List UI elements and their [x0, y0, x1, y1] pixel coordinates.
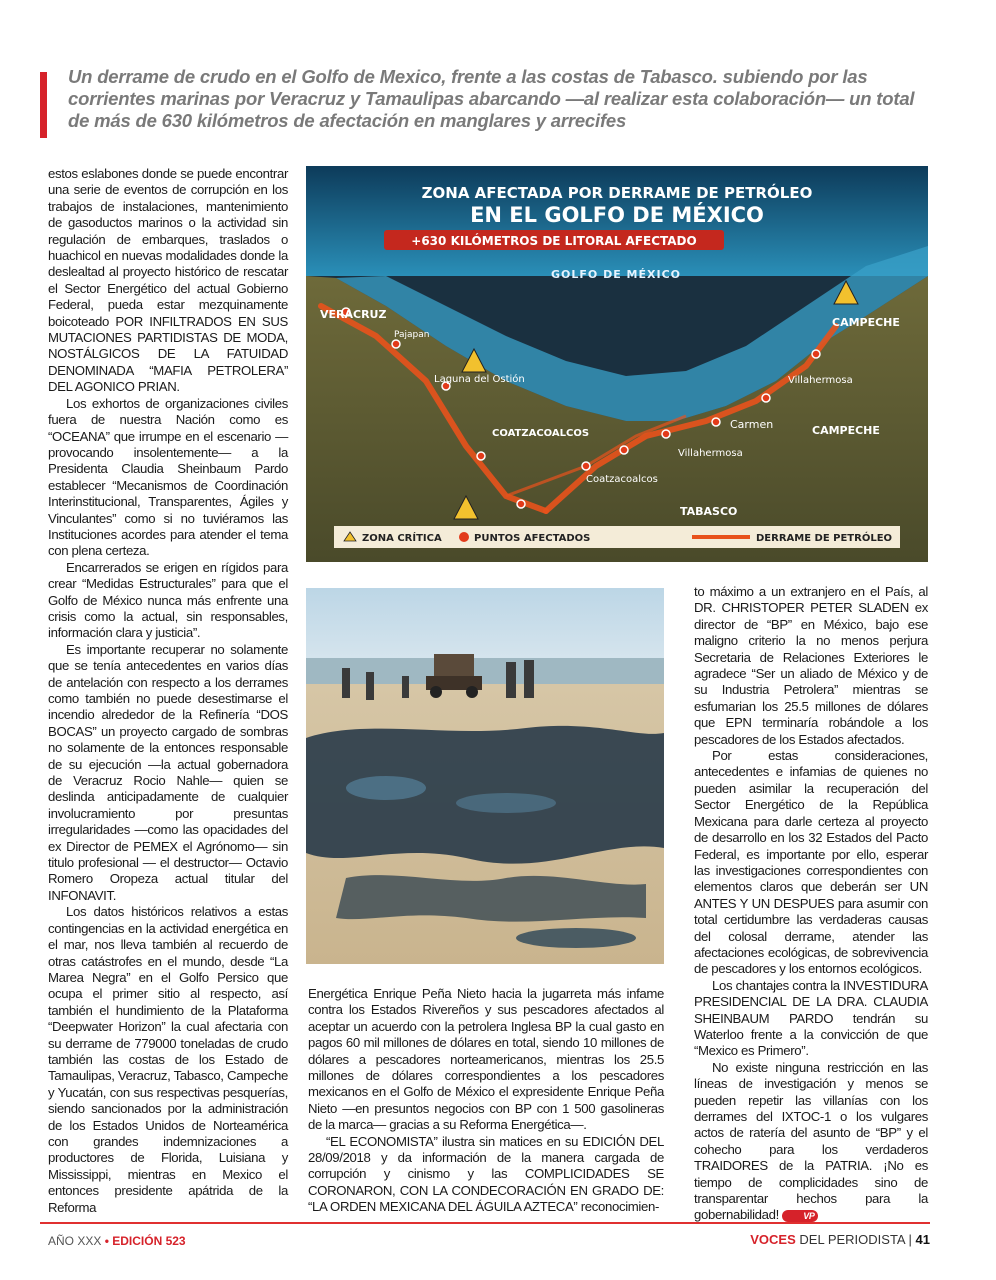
map-label-laguna: Laguna del Ostión — [434, 374, 525, 385]
map-label-coatzacoalcos-lower: Coatzacoalcos — [586, 474, 658, 485]
footer-edition-number: EDICIÓN 523 — [112, 1234, 186, 1248]
footer-bullet: • — [104, 1234, 109, 1248]
footer-rule — [40, 1222, 930, 1224]
paragraph — [694, 1060, 928, 1224]
paragraph: Por estas consideraciones, antecedentes e infamias de quienes no pueden asimilar la recuperación del Sector Energético de la República Mexicana para darle certeza al proyecto de desarrollo en los 32 Estados del Pacto Federal, es importante por ello, esperar las investigaciones correspondientes con elementos claros que deberán ser UN ANTES Y UN DESPUES para asumir con total certidumbre las verdaderas causas del colosal derrame, atender las afectaciones ecológicas, de sobrevivencia de pescadores y los entornos ecológicos. — [694, 748, 928, 977]
map-label-campeche-city: CAMPECHE — [832, 316, 900, 329]
map-label-campeche-state: CAMPECHE — [812, 424, 880, 437]
footer-separator: | — [908, 1232, 912, 1247]
article-column-3 — [694, 584, 928, 1224]
map-label-veracruz: VERACRUZ — [320, 308, 387, 321]
page-number: 41 — [915, 1232, 930, 1247]
paragraph: to máximo a un extranjero en el País, al DR. CHRISTOPER PETER SLADEN ex director de “BP” en México, bajo ese maligno criterio la no menos perjura Secretaria de Relaciones Exteriores le agradece “Ser un aliado de México y de su Industria Petrolera” mientras se esfumarian los 25.5 millones de dólares que EPN terminaría robándole a los pescadores de los Estados afectados. — [694, 584, 928, 747]
pull-quote-bar — [40, 72, 47, 138]
paragraph: “EL ECONOMISTA” ilustra sin matices en su EDICIÓN DEL 28/09/2018 y da información de la manera cargada de corrupción y cinismo y las COMPLICIDADES SE CORONARON, CON LA CONDECORACIÓN EN GRADO DE: “LA ORDEN MEXICANA DEL ÁGUILA AZTECA” reconocimien- — [308, 1133, 664, 1215]
pull-quote — [40, 66, 920, 132]
paragraph: Los chantajes contra la INVESTIDURA PRESIDENCIAL DE LA DRA. CLAUDIA SHEINBAUM PARDO tendrán su Waterloo frente a la convicción de que “Mexico es Primero”. — [694, 977, 928, 1059]
map-sea-label: GOLFO DE MÉXICO — [550, 268, 682, 281]
map-label-tabasco: TABASCO — [680, 505, 738, 518]
map-subtitle: +630 KILÓMETROS DE LITORAL AFECTADO — [411, 234, 697, 248]
footer-year: AÑO XXX — [48, 1234, 102, 1248]
page-footer — [0, 1214, 996, 1280]
map-label-carmen: Carmen — [730, 418, 774, 431]
footer-edition — [48, 1234, 186, 1248]
map-label-villahermosa-upper: Villahermosa — [788, 375, 853, 386]
footer-brand: VOCES — [750, 1232, 796, 1247]
paragraph: estos eslabones donde se puede encontrar una serie de eventos de corrupción en los trabajos de instalaciones, mantenimiento de gasoductos marinos o la actividad sin regulación de embarques, traslados o huachicol en nuevas modalidades donde la deslealtad al proyecto histórico de rescatar el Sector Energético del actual Gobierno Federal, pueda estar mezquinamente boicoteado POR INFILTRADOS EN SUS MUTACIONES PARTIDISTAS DE MODA, NOSTÁLGICOS DE LA FATUIDAD DENOMINADA “MAFIA PETROLERA” DEL AGONICO PRIAN. — [48, 166, 288, 395]
spill-map-infographic — [306, 166, 928, 562]
paragraph: Encarrerados se erigen en rígidos para crear “Medidas Estructurales” para que el Golfo de México nunca más enfrente una crisis como la actual, sin responsables, información clara y justicia”. — [48, 559, 288, 641]
paragraph: Los datos históricos relativos a estas contingencias en la actividad energética en el mar, nos lleva también al recuerdo de otras catástrofes en el mundo, desde “La Marea Negra” en el Golfo Persico que ocupa el primer sitio al respecto, así también el hundimiento de la Plataforma “Deepwater Horizon” la cual afectaria con su derrame de 779000 toneladas de crudo también las costas de los Estado de Tamaulipas, Veracruz, Tabasco, Campeche y Yucatán, con sus respectivas pesquerías, siendo sancionados por la administración de los Estados Unidos de Norteamérica con grandes indemnizaciones a productores de Florida, Luisiana y Mississippi, mientras en Mexico el entonces presidente apátrida de la Reforma — [48, 904, 288, 1215]
paragraph: Energética Enrique Peña Nieto hacia la jugarreta más infame contra los Estados Rivereños y sus pescadores afectados al aceptar un acuerdo con la petrolera Inglesa BP la cual gasto en pagos 60 mil millones de dólares en total, siendo 10 millones de dólares a pescadores norteamericanos, mientras los 25.5 millones de dólares correspondientes a los pescadores mexicanos en el Golfo de México el expresidente Enrique Peña Nieto —en presuntos negocios con BP con 1 500 gasolineras de la marca— gracias a su Reforma Energética—. — [308, 986, 664, 1133]
legend-points: PUNTOS AFECTADOS — [474, 533, 591, 544]
legend-critical: ZONA CRÍTICA — [362, 533, 442, 544]
article-column-2 — [308, 986, 664, 1216]
map-label-villahermosa-lower: Villahermosa — [678, 448, 743, 459]
map-title-line2: EN EL GOLFO DE MÉXICO — [470, 203, 764, 227]
map-label-coatzacoalcos-upper: COATZACOALCOS — [492, 428, 590, 439]
footer-publication — [750, 1232, 930, 1247]
map-label-pajapan: Pajapan — [394, 330, 430, 340]
map-title-line1: ZONA AFECTADA POR DERRAME DE PETRÓLEO — [421, 184, 813, 202]
paragraph-text: No existe ninguna restricción en las líneas de investigación y menos se pueden repetir las villanías con los derrames del IXTOC-1 o los vulgares actos de ratería del asunto de “BP” y el cohecho para los verdaderos TRAIDORES de la PATRIA. ¡No es tiempo de complicidades sino de transparentar hechos para la gobernabilidad! — [694, 1059, 928, 1223]
end-mark-logo: VP — [782, 1210, 817, 1222]
paragraph: Los exhortos de organizaciones civiles fuera de nuestra Nación como es “OCEANA” que irrumpe en el escenario —provocando insolentemente— a la Presidenta Claudia Sheinbaum Pardo establecer “Mecanismos de Coordinación Interinstitucional, Transparentes, Ágiles y Vinculantes” como si no tuviéramos las Instituciones acordes para atender el tema con plena certeza. — [48, 395, 288, 559]
article-column-1 — [48, 166, 288, 1216]
footer-brand-rest: DEL PERIODISTA — [799, 1232, 905, 1247]
legend-spill: DERRAME DE PETRÓLEO — [756, 533, 893, 544]
pull-quote-text: Un derrame de crudo en el Golfo de Mexico, frente a las costas de Tabasco. subiendo por las corrientes marinas por Veracruz y Tamaulipas abarcando —al realizar esta colaboración— un total de más de 630 kilómetros de afectación en manglares y arrecifes — [68, 66, 915, 131]
paragraph: Es importante recuperar no solamente que se tenía antecedentes en varios días de antelación con respecto a los derrames como también no puede desestimarse el incendio alrededor de la Refinería “DOS BOCAS” un proyecto cargado de sombras no solamente de la entonces responsable de su ejecución —la actual gobernadora de Veracruz Rocio Nahle— quien se deslinda anticipadamente de cualquier involucramiento por presuntas irregularidades —como las opacidades del ex Director de PEMEX el Agrónomo— sin titulo profesional — el destructor— Octavio Romero Oropeza actual titular del INFONAVIT. — [48, 641, 288, 903]
beach-oil-spill-photo — [306, 588, 664, 964]
map-graphic — [306, 166, 928, 562]
photo-graphic — [306, 588, 664, 964]
